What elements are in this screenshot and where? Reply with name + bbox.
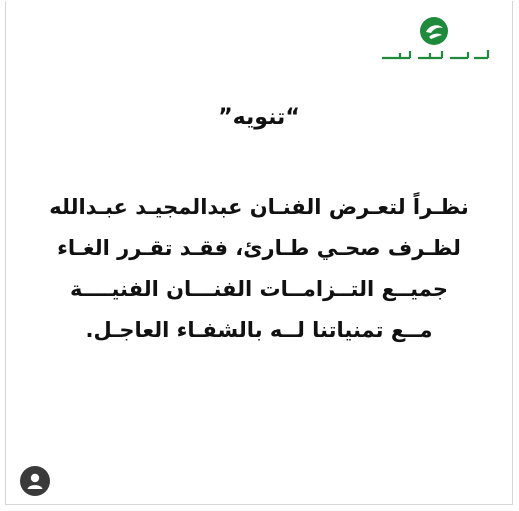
notice-title: “تنويه” xyxy=(218,105,300,130)
person-icon xyxy=(20,466,50,496)
rotana-logo xyxy=(380,17,490,63)
post-image xyxy=(5,1,513,505)
rotana-logo-icon xyxy=(420,17,448,45)
notice-line: لظـرف صحـي طـارئ، فقـد تقـرر الغـاء xyxy=(57,236,461,260)
notice-line: نظـراً لتعـرض الفنـان عبدالمجيـد عبـدالله xyxy=(49,195,469,219)
rotana-wordmark xyxy=(380,47,490,61)
notice-body xyxy=(46,187,472,351)
notice-line: مــع تمنياتنا لــه بالشفـاء العاجـل. xyxy=(85,318,433,342)
user-avatar-icon[interactable] xyxy=(20,466,50,496)
notice-line: جميــع التــزامــات الفنـــان الفنيــــة xyxy=(70,277,448,301)
